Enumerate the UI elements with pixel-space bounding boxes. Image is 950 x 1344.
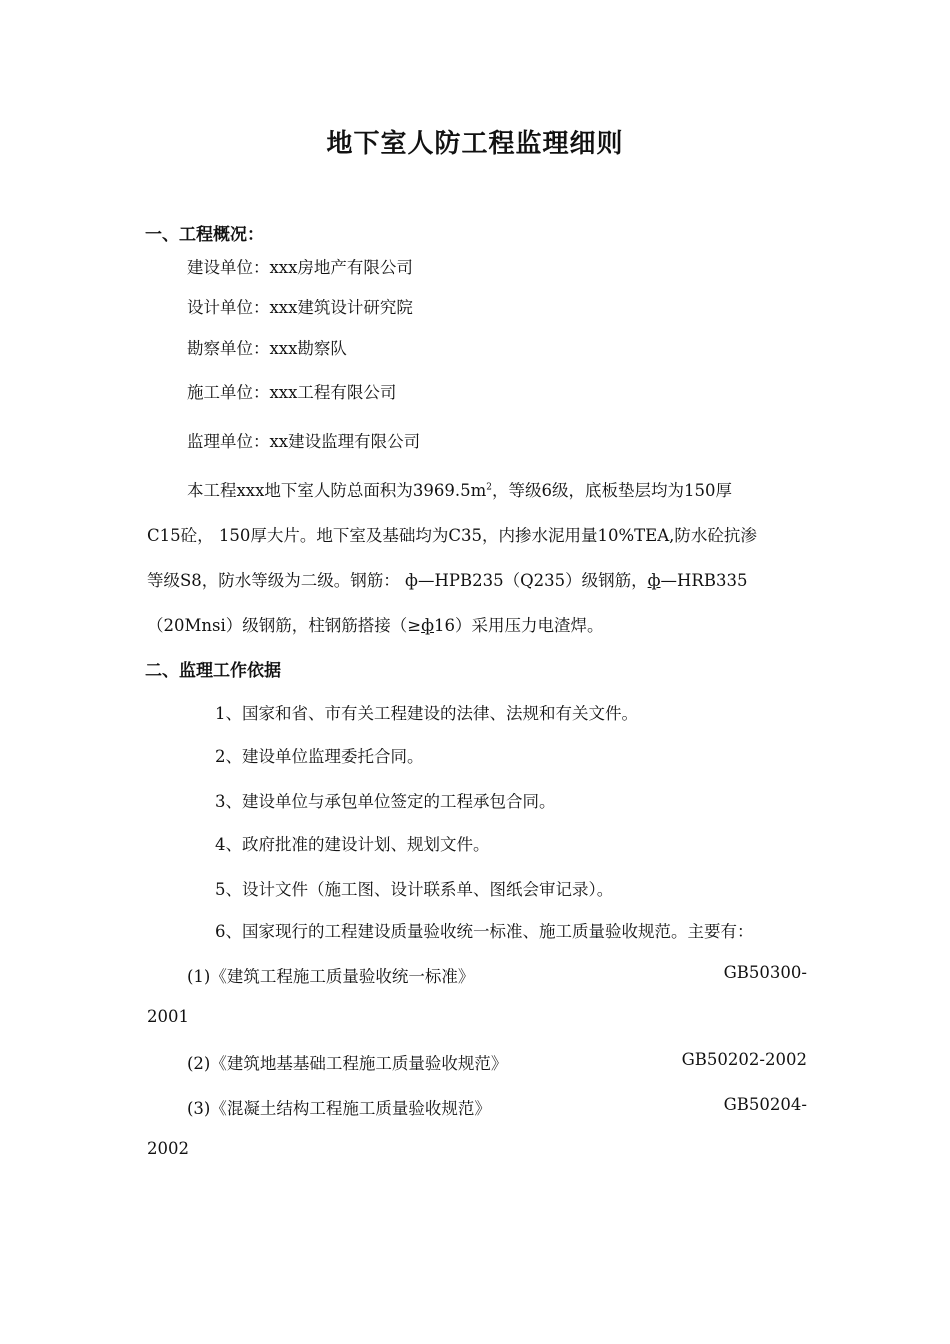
section-heading-overview: 一、工程概况： <box>145 225 264 245</box>
standard-code: GB50300- <box>723 963 807 982</box>
basis-item: 3、建设单位与承包单位签定的工程承包合同。 <box>215 792 556 811</box>
section-heading-basis: 二、监理工作依据 <box>145 661 281 681</box>
overview-para-line-3 <box>147 567 747 591</box>
unit-line: 监理单位：xx建设监理有限公司 <box>187 432 421 451</box>
para-text: （20Mnsi）级钢筋，柱钢筋搭接（≥ <box>147 616 422 635</box>
basis-item: 5、设计文件（施工图、设计联系单、图纸会审记录）。 <box>215 880 614 899</box>
standard-name: (1)《建筑工程施工质量验收统一标准》 <box>187 967 475 986</box>
basis-item: 6、国家现行的工程建设质量验收统一标准、施工质量验收规范。主要有： <box>215 922 754 941</box>
basis-item: 1、国家和省、市有关工程建设的法律、法规和有关文件。 <box>215 704 638 723</box>
para-text: 本工程xxx地下室人防总面积为3969.5m <box>187 481 487 500</box>
rebar-symbol: ф <box>647 571 661 590</box>
unit-line: 勘察单位：xxx勘察队 <box>187 339 347 358</box>
overview-para-line-2: C15砼， 150厚大片。地下室及基础均为C35，内掺水泥用量10%TEA,防水砼抗渗 <box>147 526 757 545</box>
overview-para-line-1 <box>187 477 732 501</box>
standard-ref <box>187 963 807 987</box>
standard-name: (3)《混凝土结构工程施工质量验收规范》 <box>187 1099 491 1118</box>
standard-ref <box>187 1095 807 1119</box>
standard-code: GB50204- <box>723 1095 807 1114</box>
standard-name: (2)《建筑地基基础工程施工质量验收规范》 <box>187 1054 508 1073</box>
para-text: ，等级6级，底板垫层均为150厚 <box>492 481 733 500</box>
unit-line: 施工单位：xxx工程有限公司 <box>187 383 397 402</box>
basis-item: 2、建设单位监理委托合同。 <box>215 747 424 766</box>
unit-line: 建设单位：xxx房地产有限公司 <box>187 258 413 277</box>
para-text: —HRB335 <box>660 571 748 590</box>
para-text: 16）采用压力电渣焊。 <box>434 616 604 635</box>
basis-item: 4、政府批准的建设计划、规划文件。 <box>215 835 490 854</box>
unit-line: 设计单位：xxx建筑设计研究院 <box>187 298 413 317</box>
standard-code: GB50202-2002 <box>681 1050 807 1069</box>
standard-code-cont: 2002 <box>147 1139 189 1158</box>
rebar-symbol: ф <box>421 616 435 635</box>
standard-code-cont: 2001 <box>147 1007 189 1026</box>
para-text: 等级S8，防水等级为二级。钢筋： ф—HPB235（Q235）级钢筋， <box>147 571 648 590</box>
page-title: 地下室人防工程监理细则 <box>326 129 624 159</box>
overview-para-line-4 <box>147 612 604 636</box>
standard-ref <box>187 1050 807 1074</box>
superscript: 2 <box>486 482 493 493</box>
